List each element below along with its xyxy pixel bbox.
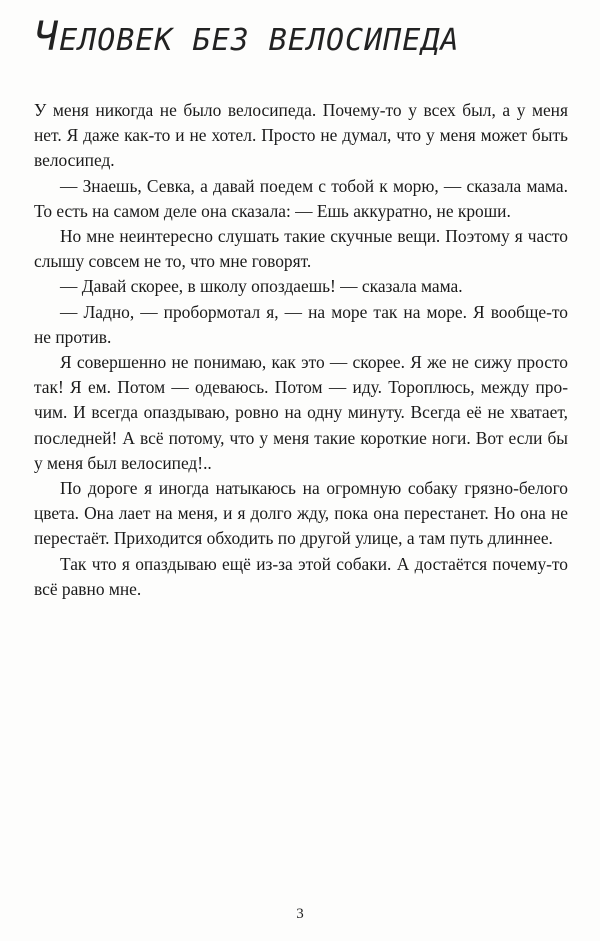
chapter-title-rest: ЕЛОВЕК БЕЗ ВЕЛОСИПЕДА xyxy=(59,23,460,58)
paragraph: — Давай скорее, в школу опоздаешь! — сказала мама. xyxy=(60,276,463,297)
paragraph: По дороге я иногда натыкаюсь на огромную собаку грязно-белого цвета. Она лает на меня, и я долго жду, пока она перестанет. Но она не перестаёт. Приходится обходить по другой улице, а там путь длиннее. xyxy=(34,478,568,549)
paragraph: — Знаешь, Севка, а давай поедем с тобой к морю, — сказала мама. То есть на самом деле она сказала: — Ешь аккуратно, не кроши. xyxy=(34,175,568,221)
chapter-title xyxy=(34,14,459,60)
paragraph: Так что я опаздываю ещё из-за этой собаки. А достаётся почему-то всё равно мне. xyxy=(34,553,568,599)
chapter-body xyxy=(34,98,568,602)
paragraph: — Ладно, — пробормотал я, — на море так на море. Я вообще-то не против. xyxy=(34,301,568,347)
paragraph: У меня никогда не было велосипеда. Почему-то у всех был, а у меня нет. Я даже как-то и не хотел. Просто не думал, что у меня может быть велосипед. xyxy=(34,100,568,171)
chapter-title-initial: Ч xyxy=(34,14,60,60)
page-number: 3 xyxy=(296,906,304,922)
paragraph: Я совершенно не понимаю, как это — скорее. Я же не сижу просто так! Я ем. Потом — одеваюсь. Потом — иду. Тороплюсь, между прочим. И всегда опаздываю, ровно на одну минуту. Всегда её не хватает, последней! А всё потому, что у меня такие короткие ноги. Вот если бы у меня был велосипед!.. xyxy=(34,352,568,473)
paragraph: Но мне неинтересно слушать такие скучные вещи. Поэтому я часто слышу совсем не то, что мне говорят. xyxy=(34,226,568,272)
